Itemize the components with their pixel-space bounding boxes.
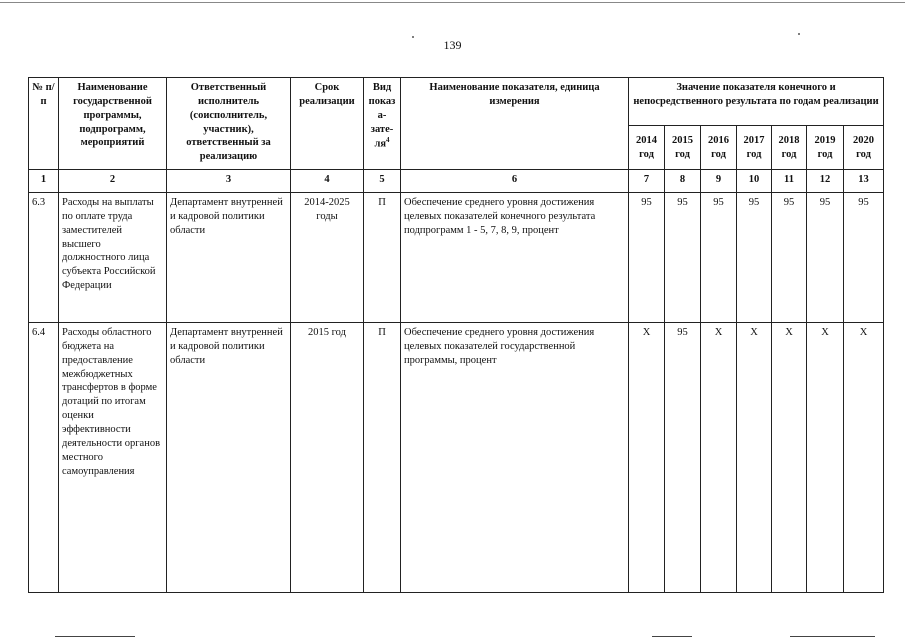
header-year: 2016 год [701, 126, 737, 170]
table-row [29, 193, 884, 323]
row-value: 95 [737, 193, 772, 323]
row-indicator-type: П [364, 193, 401, 323]
header-indicator-type [364, 78, 401, 170]
header-year: 2017 год [737, 126, 772, 170]
row-number: 6.3 [29, 193, 59, 323]
column-number: 2 [59, 170, 167, 193]
column-number: 1 [29, 170, 59, 193]
scan-line-bottom [55, 636, 135, 637]
header-indicator-type-label: Вид показа-зате-ля [368, 82, 396, 150]
header-executor: Ответственный исполнитель (соисполнитель, участник), ответственный за реализацию [167, 78, 291, 170]
row-value: Х [844, 323, 884, 593]
header-values: Значение показателя конечного и непосредственного результата по годам реализации [629, 78, 884, 126]
row-executor: Департамент внутренней и кадровой политики области [167, 193, 291, 323]
row-value: Х [629, 323, 665, 593]
column-number: 8 [665, 170, 701, 193]
row-program-name: Расходы областного бюджета на предоставление межбюджетных трансфертов в форме дотаций по итогам оценки эффективности деятельности органов местного самоуправления [59, 323, 167, 593]
row-value: 95 [665, 323, 701, 593]
scan-line-bottom [652, 636, 692, 637]
row-value: Х [807, 323, 844, 593]
column-number: 6 [401, 170, 629, 193]
page-number: 139 [443, 38, 462, 52]
header-year: 2019 год [807, 126, 844, 170]
row-indicator-type: П [364, 323, 401, 593]
row-number: 6.4 [29, 323, 59, 593]
header-year: 2020 год [844, 126, 884, 170]
row-value: 95 [629, 193, 665, 323]
column-number: 4 [291, 170, 364, 193]
row-executor: Департамент внутренней и кадровой политики области [167, 323, 291, 593]
column-number: 10 [737, 170, 772, 193]
row-value: Х [701, 323, 737, 593]
header-term: Срок реализации [291, 78, 364, 170]
row-value: Х [737, 323, 772, 593]
row-term: 2015 год [291, 323, 364, 593]
row-value: Х [772, 323, 807, 593]
header-indicator-name: Наименование показателя, единица измерения [401, 78, 629, 170]
column-number: 12 [807, 170, 844, 193]
header-footnote-mark: 4 [386, 136, 390, 145]
row-indicator-name: Обеспечение среднего уровня достижения целевых показателей конечного результата подпрограмм 1 - 5, 7, 8, 9, процент [401, 193, 629, 323]
table-row [29, 323, 884, 593]
column-number: 11 [772, 170, 807, 193]
header-year: 2014 год [629, 126, 665, 170]
column-number: 9 [701, 170, 737, 193]
row-value: 95 [844, 193, 884, 323]
program-table [28, 77, 884, 593]
row-term: 2014-2025 годы [291, 193, 364, 323]
column-number: 3 [167, 170, 291, 193]
row-indicator-name: Обеспечение среднего уровня достижения целевых показателей государственной программы, процент [401, 323, 629, 593]
scan-dot [412, 36, 414, 38]
column-number: 13 [844, 170, 884, 193]
header-program-name: Наименование государственной программы, подпрограмм, мероприятий [59, 78, 167, 170]
row-value: 95 [772, 193, 807, 323]
column-number: 7 [629, 170, 665, 193]
column-number: 5 [364, 170, 401, 193]
row-value: 95 [807, 193, 844, 323]
row-value: 95 [665, 193, 701, 323]
column-number-row [29, 170, 884, 193]
row-value: 95 [701, 193, 737, 323]
scan-line-bottom [790, 636, 875, 637]
scan-line-top [0, 2, 905, 3]
header-number: № п/п [29, 78, 59, 170]
row-program-name: Расходы на выплаты по оплате труда заместителей высшего должностного лица субъекта Российской Федерации [59, 193, 167, 323]
scan-dot [798, 33, 800, 35]
header-year: 2018 год [772, 126, 807, 170]
header-year: 2015 год [665, 126, 701, 170]
